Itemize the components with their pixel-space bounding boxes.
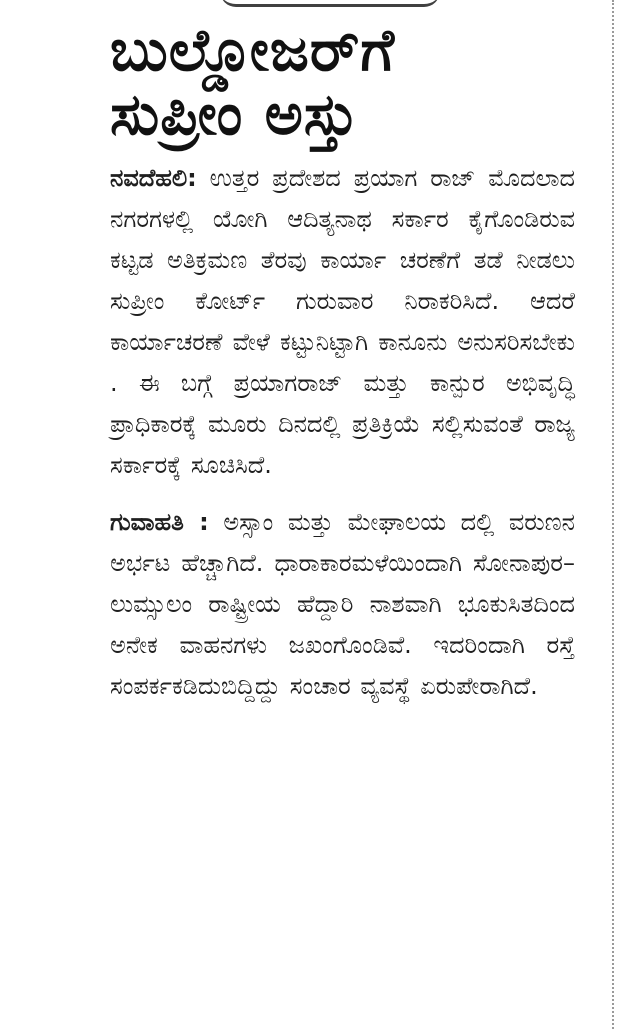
story-body: ಉತ್ತರ ಪ್ರದೇಶದ ಪ್ರಯಾಗ ರಾಜ್ ಮೊದಲಾದ ನಗರಗಳಲ್ಲಿ ಯೋಗಿ ಆದಿತ್ಯನಾಥ ಸರ್ಕಾರ ಕೈಗೊಂಡಿರುವ ಕಟ್ಟಡ ಅತಿಕ್ರಮಣ ತೆರವು ಕಾರ್ಯಾ ಚರಣೆಗೆ ತಡೆ ನೀಡಲು ಸುಪ್ರೀಂ ಕೋರ್ಟ್ ಗುರುವಾರ ನಿರಾಕರಿಸಿದೆ. ಆದರೆ ಕಾರ್ಯಾಚರಣೆ ವೇಳೆ ಕಟ್ಟುನಿಟ್ಟಾಗಿ ಕಾನೂನು ಅನುಸರಿಸಬೇಕು . ಈ ಬಗ್ಗೆ ಪ್ರಯಾಗರಾಜ್ ಮತ್ತು ಕಾನ್ಪುರ ಅಭಿವೃದ್ಧಿ ಪ್ರಾಧಿಕಾರಕ್ಕೆ ಮೂರು ದಿನದಲ್ಲಿ ಪ್ರತಿಕ್ರಿಯೆ ಸಲ್ಲಿಸುವಂತೆ ರಾಜ್ಯ ಸರ್ಕಾರಕ್ಕೆ ಸೂಚಿಸಿದೆ. bbox=[110, 164, 575, 479]
headline bbox=[110, 18, 575, 146]
story-body: ಅಸ್ಸಾಂ ಮತ್ತು ಮೇಘಾಲಯ ದಲ್ಲಿ ವರುಣನ ಅರ್ಭಟ ಹೆಚ್ಚಾಗಿದೆ. ಧಾರಾಕಾರಮಳೆಯಿಂದಾಗಿ ಸೋನಾಪುರ–ಲುಮ್ಸುಲಂ ರಾಷ್ಟ್ರೀಯ ಹೆದ್ದಾರಿ ನಾಶವಾಗಿ ಭೂಕುಸಿತದಿಂದ ಅನೇಕ ವಾಹನಗಳು ಜಖಂಗೊಂಡಿವೆ. ಇದರಿಂದಾಗಿ ರಸ್ತೆ ಸಂಪರ್ಕಕಡಿದುಬಿದ್ದಿದ್ದು ಸಂಚಾರ ವ್ಯವಸ್ಥೆ ಏರುಪೇರಾಗಿದೆ. bbox=[110, 508, 575, 700]
dateline: ಗುವಾಹತಿ : bbox=[110, 508, 209, 536]
previous-headline-fragment bbox=[220, 0, 440, 7]
news-article bbox=[110, 18, 575, 707]
dateline: ನವದೆಹಲಿ: bbox=[110, 164, 197, 192]
headline-line-2: ಸುಪ್ರೀಂ ಅಸ್ತು bbox=[110, 80, 359, 148]
headline-line-1: ಬುಲ್ಡೋಜರ್‌ಗೆ bbox=[110, 16, 396, 84]
story-new-delhi bbox=[110, 158, 575, 486]
column-divider bbox=[612, 0, 614, 1029]
story-guwahati bbox=[110, 502, 575, 707]
